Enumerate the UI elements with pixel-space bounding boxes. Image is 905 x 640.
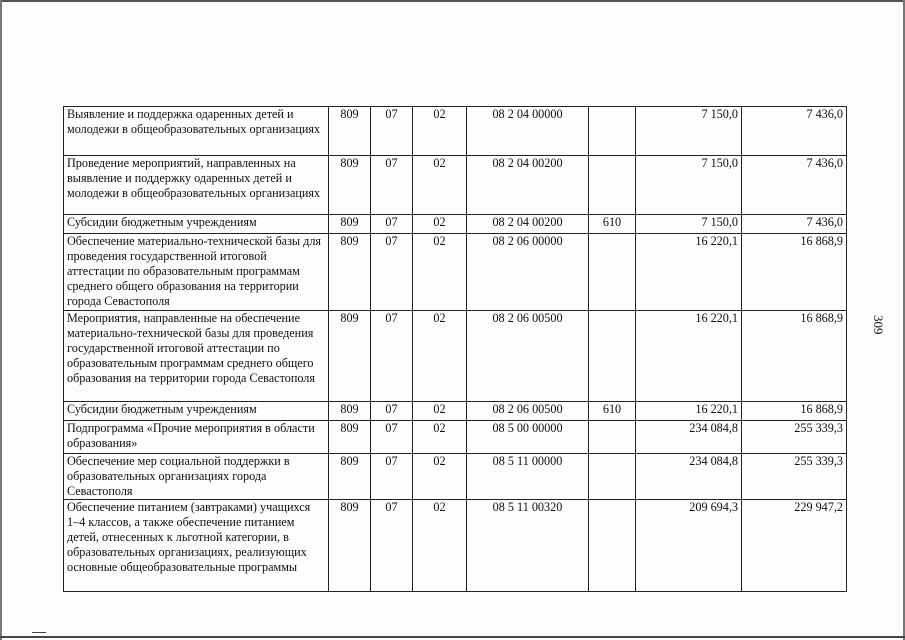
page-number: 309 [871,315,886,335]
table-row [64,215,847,234]
row-amount-year1: 7 150,0 [636,107,742,156]
table-row [64,500,847,592]
row-name: Субсидии бюджетным учреждениям [64,215,329,234]
row-target-article: 08 5 00 00000 [467,421,589,454]
row-subsection-code: 02 [413,215,467,234]
row-expense-type: 610 [589,215,636,234]
row-expense-type [589,311,636,402]
row-target-article: 08 2 06 00500 [467,402,589,421]
row-section-code: 07 [371,234,413,311]
table-row [64,107,847,156]
row-target-article: 08 2 04 00200 [467,215,589,234]
row-amount-year1: 209 694,3 [636,500,742,592]
row-subsection-code: 02 [413,402,467,421]
row-expense-type [589,107,636,156]
scan-mark [32,632,46,633]
row-section-code: 07 [371,311,413,402]
table-row [64,454,847,500]
row-subsection-code: 02 [413,421,467,454]
row-section-code: 07 [371,107,413,156]
row-target-article: 08 2 04 00000 [467,107,589,156]
row-grbs-code: 809 [329,234,371,311]
row-amount-year1: 16 220,1 [636,402,742,421]
row-grbs-code: 809 [329,454,371,500]
row-amount-year2: 7 436,0 [742,156,847,215]
row-subsection-code: 02 [413,454,467,500]
row-name: Подпрограмма «Прочие мероприятия в области образования» [64,421,329,454]
row-name: Обеспечение мер социальной поддержки в образовательных организациях города Севастополя [64,454,329,500]
row-target-article: 08 2 06 00500 [467,311,589,402]
row-section-code: 07 [371,215,413,234]
table-row [64,402,847,421]
row-grbs-code: 809 [329,311,371,402]
row-grbs-code: 809 [329,215,371,234]
budget-table [63,106,847,592]
scan-border-left [0,0,2,640]
row-name: Проведение мероприятий, направленных на выявление и поддержку одаренных детей и молодежи в общеобразовательных организациях [64,156,329,215]
row-expense-type [589,421,636,454]
row-expense-type: 610 [589,402,636,421]
table-row [64,156,847,215]
row-amount-year1: 16 220,1 [636,234,742,311]
row-expense-type [589,500,636,592]
row-expense-type [589,234,636,311]
row-amount-year1: 234 084,8 [636,454,742,500]
row-section-code: 07 [371,156,413,215]
row-amount-year2: 255 339,3 [742,454,847,500]
row-subsection-code: 02 [413,156,467,215]
row-target-article: 08 5 11 00320 [467,500,589,592]
row-section-code: 07 [371,421,413,454]
row-subsection-code: 02 [413,107,467,156]
row-target-article: 08 2 04 00200 [467,156,589,215]
scan-border-top [0,0,905,2]
row-name: Субсидии бюджетным учреждениям [64,402,329,421]
row-grbs-code: 809 [329,402,371,421]
row-target-article: 08 5 11 00000 [467,454,589,500]
row-grbs-code: 809 [329,500,371,592]
row-name: Выявление и поддержка одаренных детей и молодежи в общеобразовательных организациях [64,107,329,156]
row-name: Мероприятия, направленные на обеспечение материально-технической базы для проведения государственной итоговой аттестации по образовательным программам среднего общего образования на территории города Севастополя [64,311,329,402]
row-target-article: 08 2 06 00000 [467,234,589,311]
row-amount-year2: 16 868,9 [742,234,847,311]
row-name: Обеспечение питанием (завтраками) учащихся 1–4 классов, а также обеспечение питанием детей, отнесенных к льготной категории, в образовательных организациях, реализующих основные общеобразовательные программы [64,500,329,592]
row-grbs-code: 809 [329,107,371,156]
row-amount-year1: 7 150,0 [636,156,742,215]
row-grbs-code: 809 [329,421,371,454]
scan-border-bottom [0,636,905,638]
row-subsection-code: 02 [413,311,467,402]
row-expense-type [589,156,636,215]
row-subsection-code: 02 [413,500,467,592]
row-expense-type [589,454,636,500]
row-section-code: 07 [371,500,413,592]
row-amount-year1: 16 220,1 [636,311,742,402]
row-section-code: 07 [371,454,413,500]
table-row [64,234,847,311]
row-amount-year2: 255 339,3 [742,421,847,454]
row-amount-year1: 234 084,8 [636,421,742,454]
row-section-code: 07 [371,402,413,421]
row-amount-year2: 7 436,0 [742,107,847,156]
table-row [64,311,847,402]
row-subsection-code: 02 [413,234,467,311]
row-amount-year2: 16 868,9 [742,311,847,402]
row-amount-year1: 7 150,0 [636,215,742,234]
row-amount-year2: 229 947,2 [742,500,847,592]
table-row [64,421,847,454]
row-amount-year2: 7 436,0 [742,215,847,234]
row-grbs-code: 809 [329,156,371,215]
row-name: Обеспечение материально-технической базы для проведения государственной итоговой аттестации по образовательным программам среднего общего образования на территории города Севастополя [64,234,329,311]
row-amount-year2: 16 868,9 [742,402,847,421]
